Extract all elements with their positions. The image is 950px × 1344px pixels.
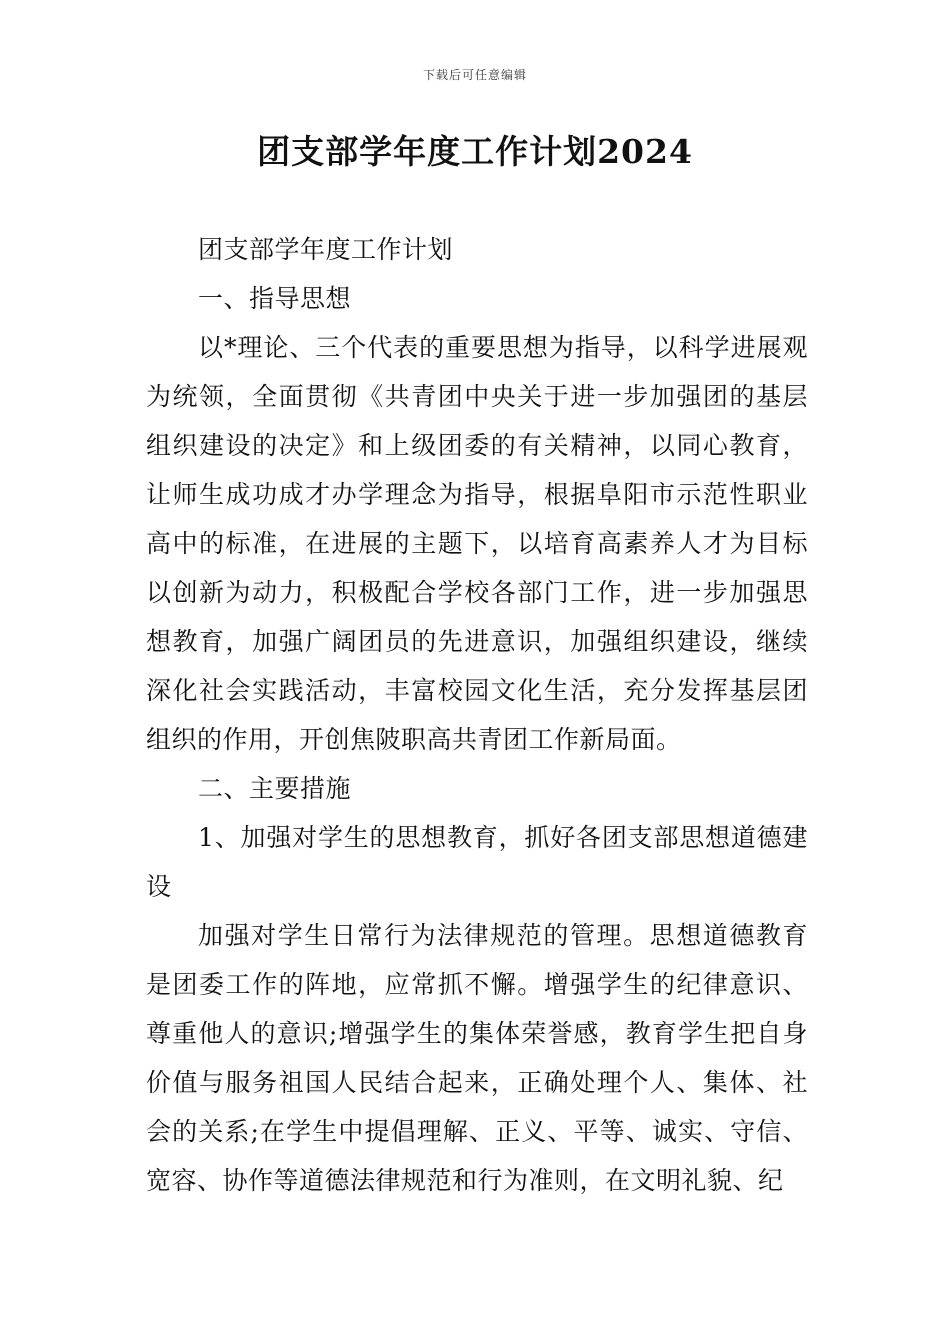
heading-guiding-thought: 一、指导思想 — [198, 284, 352, 313]
paragraph-guiding-thought: 以*理论、三个代表的重要思想为指导，以科学进展观为统领，全面贯彻《共青团中央关于进一步加强团的基层组织建设的决定》和上级团委的有关精神，以同心教育，让师生成功成才办学理念为指导，根据阜阳市示范性职业高中的标准，在进展的主题下，以培育高素养人才为目标以创新为动力，积极配合学校各部门工作，进一步加强思想教育，加强广阔团员的先进意识，加强组织建设，继续深化社会实践活动，丰富校园文化生活，充分发挥基层团组织的作用，开创焦陂职高共青团工作新局面。 — [146, 333, 808, 754]
paragraph-measure-1: 加强对学生日常行为法律规范的管理。思想道德教育是团委工作的阵地，应常抓不懈。增强学生的纪律意识、尊重他人的意识;增强学生的集体荣誉感，教育学生把自身价值与服务祖国人民结合起来，正确处理个人、集体、社会的关系;在学生中提倡理解、正义、平等、诚实、守信、宽容、协作等道德法律规范和行为准则，在文明礼貌、纪 — [146, 921, 808, 1195]
heading-main-measures: 二、主要措施 — [198, 774, 352, 803]
paragraph-subtitle: 团支部学年度工作计划 — [198, 235, 454, 264]
document-body — [146, 225, 808, 1205]
heading-measure-1: 1、加强对学生的思想教育，抓好各团支部思想道德建设 — [146, 823, 808, 901]
document-title: 团支部学年度工作计划2024 — [257, 132, 693, 171]
header-note: 下载后可任意编辑 — [422, 68, 527, 82]
